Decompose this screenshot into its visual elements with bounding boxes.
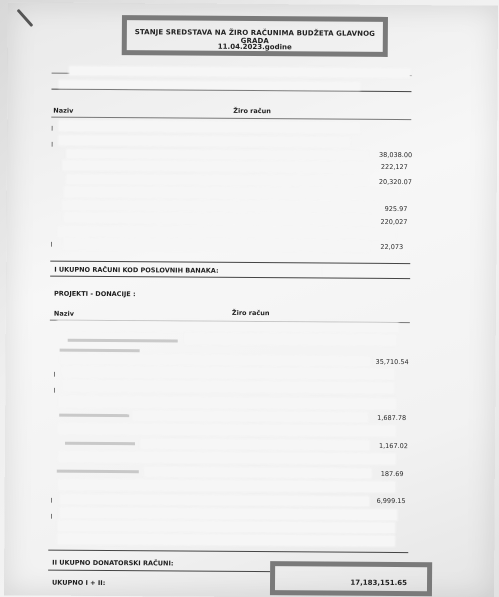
redaction — [59, 397, 395, 409]
grand-total-label: UKUPNO I + II: — [51, 578, 106, 587]
redaction — [141, 439, 369, 450]
redaction — [59, 452, 395, 464]
amount: 20,320.07 — [378, 177, 412, 187]
total-rule — [50, 261, 410, 265]
row-marker: I — [50, 240, 53, 249]
redaction — [61, 495, 369, 506]
total-rule — [50, 276, 410, 280]
redaction — [59, 480, 395, 492]
amount: 222,127 — [380, 162, 408, 172]
amount: 22,073 — [380, 242, 404, 252]
redaction — [59, 424, 395, 436]
redaction — [63, 381, 393, 393]
redaction — [58, 521, 394, 533]
redaction — [58, 321, 398, 332]
amount: 38,038.00 — [378, 150, 413, 160]
amount: 220,027 — [380, 217, 408, 227]
section2-total-label: II UKUPNO DONATORSKI RAČUNI: — [52, 558, 174, 568]
amount: 1,687.78 — [377, 413, 407, 423]
document-title: STANJE SREDSTAVA NA ŽIRO RAČUNIMA BUDŽETA GLAVNOG GRADA — [134, 28, 376, 46]
column-rule — [51, 117, 411, 121]
redaction — [63, 201, 373, 212]
title-box — [122, 15, 388, 57]
redaction — [63, 161, 371, 172]
grand-total-box — [270, 561, 432, 596]
row-marker: I — [51, 124, 54, 133]
total-rule — [48, 570, 270, 573]
amount: 925.97 — [384, 204, 408, 214]
redacted-text — [60, 349, 140, 353]
section1-total-label: I UKUPNO RAČUNI KOD POSLOVNIH BANAKA: — [54, 265, 219, 275]
redaction — [145, 467, 371, 478]
redaction — [58, 534, 394, 546]
redaction — [186, 334, 396, 345]
redaction — [67, 150, 367, 160]
row-marker: I — [53, 370, 56, 379]
total-rule — [48, 550, 408, 554]
amount: 6,999.15 — [376, 496, 406, 506]
section2-heading: PROJEKTI - DONACIJE : — [54, 289, 136, 299]
redaction — [60, 508, 396, 520]
redaction — [64, 239, 368, 251]
column-header-name: Naziv — [53, 309, 75, 318]
redaction — [67, 175, 367, 186]
row-marker: I — [53, 386, 56, 395]
row-marker: I — [51, 140, 54, 149]
column-header-name: Naziv — [53, 106, 74, 115]
redaction — [70, 67, 410, 77]
grand-total-value: 17,183,151.65 — [350, 578, 408, 588]
redaction — [62, 355, 370, 366]
redaction — [65, 213, 370, 224]
redacted-text — [68, 339, 178, 343]
redaction — [133, 411, 367, 422]
redaction — [58, 227, 394, 239]
row-marker: I — [50, 512, 53, 521]
redaction — [63, 367, 393, 379]
document-date: 11.04.2023.godine — [217, 42, 292, 52]
redaction — [59, 136, 349, 147]
redaction — [65, 187, 395, 199]
row-marker: I — [50, 496, 53, 505]
redacted-text — [59, 414, 129, 417]
pen-mark — [17, 9, 34, 27]
redaction — [324, 267, 408, 277]
column-header-account: Žiro račun — [233, 106, 271, 116]
redacted-text — [65, 442, 135, 445]
amount: 35,710.54 — [375, 357, 409, 367]
redacted-text — [57, 470, 139, 474]
redaction — [59, 121, 359, 133]
amount: 1,167.02 — [378, 441, 408, 451]
amount: 187.69 — [380, 469, 404, 479]
document-page — [4, 2, 498, 597]
column-header-account: Žiro račun — [231, 308, 270, 318]
